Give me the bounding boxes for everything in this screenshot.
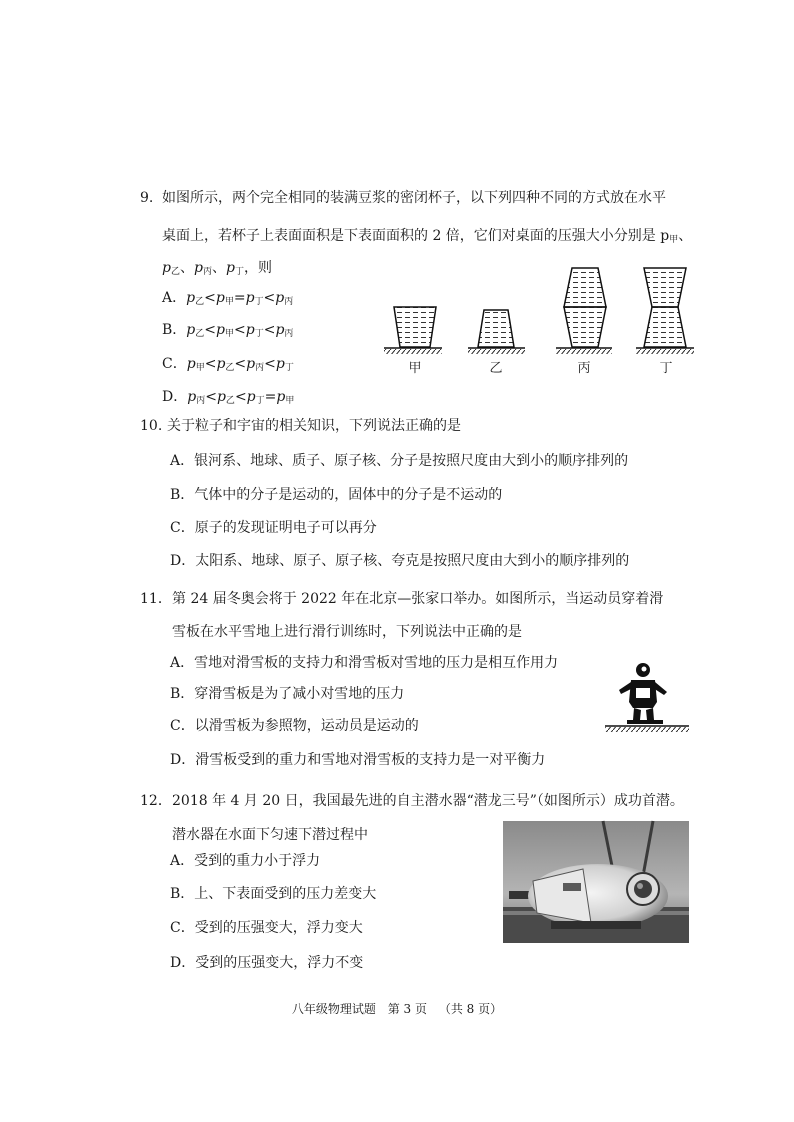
q9-sub-ding: 丁 (234, 267, 244, 277)
pressure-subscript: 甲 (224, 329, 234, 339)
q9-option-b (162, 320, 293, 344)
label-yi: 乙 (489, 361, 503, 376)
option-letter: B． (162, 322, 187, 338)
pressure-subscript: 甲 (224, 297, 234, 307)
cup-bing (556, 268, 612, 354)
pressure-symbol: p (275, 290, 285, 306)
footer-total: （共 8 页） (438, 1002, 503, 1016)
q9-stem-line3 (162, 258, 272, 282)
footer-page: 第 3 页 (387, 1002, 427, 1016)
option-letter: A． (162, 290, 187, 306)
pressure-symbol: p (246, 389, 256, 405)
comparison-operator: < (204, 322, 217, 338)
q11-option-d: D．滑雪板受到的重力和雪地对滑雪板的支持力是一对平衡力 (170, 752, 546, 768)
pressure-subscript: 乙 (195, 297, 205, 307)
pressure-subscript: 甲 (285, 396, 295, 406)
comparison-operator: < (204, 356, 217, 372)
pressure-symbol: p (245, 290, 255, 306)
q12-stem-line2: 潜水器在水面下匀速下潜过程中 (172, 827, 368, 843)
comparison-operator: < (234, 356, 247, 372)
pressure-subscript: 丁 (255, 396, 265, 406)
q9-stem-end: ，则 (243, 260, 272, 276)
q9-option-c (162, 354, 294, 378)
pressure-symbol: p (216, 322, 225, 338)
q11-option-a: A．雪地对滑雪板的支持力和滑雪板对雪地的压力是相互作用力 (170, 655, 559, 671)
q9-stem-line2 (162, 226, 692, 250)
q12-number: 12． (140, 793, 172, 809)
cup-jia (384, 307, 442, 354)
pressure-subscript: 丁 (284, 363, 294, 373)
pressure-symbol: p (186, 322, 196, 338)
label-ding: 丁 (659, 361, 673, 376)
pressure-subscript: 乙 (195, 329, 205, 339)
pressure-symbol: p (245, 322, 255, 338)
comparison-operator: < (204, 290, 216, 306)
submarine-photo (503, 821, 689, 943)
q9-sub-bing: 丙 (202, 267, 212, 277)
pressure-subscript: 丙 (284, 297, 294, 307)
skier-figure (603, 658, 693, 738)
cup-yi (468, 310, 525, 354)
pressure-subscript: 甲 (195, 363, 205, 373)
q9-number: 9. (140, 190, 154, 206)
pressure-symbol: p (186, 290, 196, 306)
pressure-subscript: 丁 (254, 329, 264, 339)
pressure-symbol: p (215, 290, 225, 306)
q11-stem-line1: 第 24 届冬奥会将于 2022 年在北京—张家口举办。如图所示，当运动员穿着滑 (172, 591, 664, 607)
pressure-subscript: 乙 (225, 396, 235, 406)
q9-stem-line1: 如图所示，两个完全相同的装满豆浆的密闭杯子，以下列四种不同的方式放在水平 (162, 190, 666, 206)
pressure-symbol: p (276, 389, 286, 405)
q9-cups-figure (380, 260, 710, 380)
q12-stem-line1: 2018 年 4 月 20 日，我国最先进的自主潜水器“潜龙三号”（如图所示）成功首潜。 (172, 793, 684, 809)
q10-option-b: B．气体中的分子是运动的，固体中的分子是不运动的 (170, 487, 503, 503)
q11-stem-line2: 雪板在水平雪地上进行滑行训练时，下列说法中正确的是 (172, 624, 522, 640)
pressure-subscript: 丁 (254, 297, 264, 307)
option-letter: D． (162, 389, 188, 405)
q12-option-d: D．受到的压强变大，浮力不变 (170, 955, 364, 971)
comparison-operator: < (234, 389, 247, 405)
q12-option-b: B．上、下表面受到的压力差变大 (170, 886, 377, 902)
footer-title: 八年级物理试题 (291, 1002, 376, 1016)
q10-stem: 关于粒子和宇宙的相关知识，下列说法正确的是 (167, 418, 461, 434)
q10-number: 10. (140, 418, 163, 434)
pressure-symbol: p (246, 356, 256, 372)
q12-option-c: C．受到的压强变大，浮力变大 (170, 920, 363, 936)
label-bing: 丙 (577, 361, 591, 376)
pressure-symbol: p (275, 356, 285, 372)
comparison-operator: = (264, 389, 277, 405)
q9-p-ding: p (225, 260, 235, 276)
q11-option-b: B．穿滑雪板是为了减小对雪地的压力 (170, 686, 405, 702)
q10-option-d: D．太阳系、地球、原子、原子核、夸克是按照尺度由大到小的顺序排列的 (170, 553, 630, 569)
q11-option-c: C．以滑雪板为参照物，运动员是运动的 (170, 718, 419, 734)
cup-ding (636, 268, 694, 354)
q9-p-yi: p (162, 260, 171, 276)
q9-stem-line2-text: 桌面上，若杯子上表面面积是下表面面积的 2 倍，它们对桌面的压强大小分别是 p (162, 228, 670, 244)
q9-sep2: 、 (179, 260, 194, 276)
q9-option-d (162, 387, 294, 411)
comparison-operator: < (263, 322, 276, 338)
q9-sub-jia: 甲 (669, 235, 679, 245)
pressure-subscript: 丙 (255, 363, 265, 373)
q9-p-bing: p (193, 260, 203, 276)
pressure-subscript: 丙 (196, 396, 206, 406)
comparison-operator: < (234, 322, 246, 338)
q11-number: 11． (140, 591, 172, 607)
comparison-operator: < (264, 356, 276, 372)
label-jia: 甲 (408, 361, 422, 376)
pressure-symbol: p (186, 356, 196, 372)
comparison-operator: < (263, 290, 276, 306)
q9-stem-sep1: 、 (678, 228, 693, 244)
q10-option-a: A．银河系、地球、质子、原子核、分子是按照尺度由大到小的顺序排列的 (170, 453, 629, 469)
pressure-subscript: 乙 (225, 363, 235, 373)
pressure-symbol: p (216, 356, 226, 372)
q9-sep3: 、 (211, 260, 226, 276)
q10-option-c: C．原子的发现证明电子可以再分 (170, 520, 377, 536)
option-letter: C． (162, 356, 187, 372)
comparison-operator: = (233, 290, 246, 306)
q12-option-a: A．受到的重力小于浮力 (170, 853, 321, 869)
pressure-symbol: p (216, 389, 226, 405)
comparison-operator: < (205, 389, 217, 405)
pressure-subscript: 丙 (284, 329, 294, 339)
q9-sub-yi: 乙 (170, 267, 180, 277)
page-footer (0, 1000, 794, 1017)
q9-option-a (162, 288, 293, 312)
pressure-symbol: p (275, 322, 285, 338)
pressure-symbol: p (187, 389, 197, 405)
